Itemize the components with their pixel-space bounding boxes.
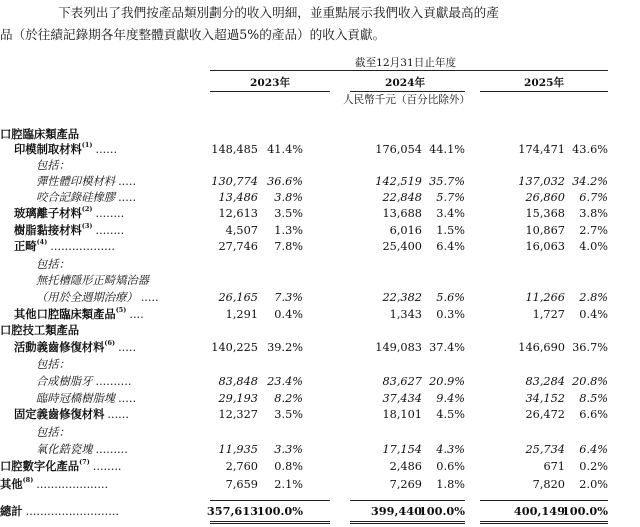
percent-cell: 0.3%: [436, 308, 465, 321]
leader-dots: ........: [95, 224, 125, 237]
table-row: [0, 189, 640, 206]
amount-cell: 11,935: [218, 443, 258, 456]
amount-cell: 400,149: [513, 504, 565, 518]
amount-cell: 83,848: [218, 375, 258, 388]
row-label-text: 合成樹脂牙: [36, 375, 93, 388]
percent-cell: 0.8%: [274, 460, 303, 473]
table-row: [0, 205, 640, 222]
table-row: [0, 339, 640, 356]
table-row: [0, 373, 640, 390]
amount-cell: 2,486: [389, 460, 422, 473]
row-label-text: 玻璃離子材料: [14, 206, 82, 220]
percent-cell: 20.8%: [572, 375, 608, 388]
row-label-text: 包括：: [36, 159, 70, 172]
percent-cell: 35.7%: [429, 175, 465, 188]
percent-cell: 6.4%: [579, 443, 608, 456]
leader-dots: ......: [107, 408, 129, 421]
leader-dots: .....: [118, 341, 137, 354]
row-label-text: 包括：: [36, 426, 70, 439]
year-rule-2023: [210, 91, 330, 92]
leader-dots: ........: [95, 207, 125, 220]
intro-line-2: 品（於往績記錄期各年度整體貢獻收入超過5%的產品）的收入貢獻。: [0, 27, 386, 42]
table-row: [0, 272, 640, 289]
amount-cell: 26,472: [525, 408, 565, 421]
amount-cell: 140,225: [211, 341, 258, 354]
table-row: [0, 173, 640, 190]
row-label: [14, 406, 129, 423]
row-label: [36, 289, 159, 306]
percent-cell: 36.6%: [267, 175, 303, 188]
amount-cell: 25,400: [382, 240, 422, 253]
row-label-text: 咬合記錄硅橡膠: [36, 191, 116, 204]
total-bottom-rule-2023: [210, 521, 330, 524]
amount-cell: 13,688: [382, 207, 422, 220]
footnote-ref: (8): [22, 476, 34, 484]
leader-dots: ......: [95, 143, 118, 156]
row-label-text: 總計: [0, 504, 23, 518]
amount-cell: 6,016: [389, 224, 422, 237]
intro-paragraph: [0, 2, 640, 46]
row-label-text: （用於全週期治療）: [36, 291, 138, 304]
percent-cell: 2.1%: [274, 478, 303, 491]
percent-cell: 34.2%: [572, 175, 608, 188]
percent-cell: 41.4%: [267, 143, 303, 156]
percent-cell: 6.4%: [436, 240, 465, 253]
year-header-2024: 2024年: [384, 77, 426, 89]
percent-cell: 5.6%: [436, 291, 465, 304]
leader-dots: .....: [140, 291, 159, 304]
percent-cell: 7.8%: [274, 240, 303, 253]
percent-cell: 100.0%: [256, 504, 303, 518]
amount-cell: 18,101: [382, 408, 422, 421]
amount-cell: 146,690: [518, 341, 565, 354]
row-label: [36, 424, 70, 441]
amount-cell: 1,343: [389, 308, 422, 321]
row-label: [36, 373, 131, 390]
percent-cell: 1.3%: [274, 224, 303, 237]
row-label-text: 活動義齒修復材料: [14, 340, 105, 354]
footnote-ref: (2): [81, 205, 93, 213]
percent-cell: 5.7%: [436, 191, 465, 204]
table-row: [0, 289, 640, 306]
amount-cell: 10,867: [525, 224, 565, 237]
row-label: [0, 322, 79, 339]
table-row: [0, 141, 640, 158]
percent-cell: 3.5%: [274, 408, 303, 421]
table-row: [0, 356, 640, 373]
row-label-text: 口腔數字化產品: [0, 459, 80, 473]
total-top-rule-2025: [480, 500, 608, 501]
amount-cell: 1,727: [532, 308, 565, 321]
row-label-text: 氧化鋯瓷塊: [36, 443, 93, 456]
row-label-text: 固定義齒修復材料: [14, 407, 105, 421]
amount-cell: 26,165: [218, 291, 258, 304]
percent-cell: 6.6%: [579, 408, 608, 421]
amount-cell: 399,440: [370, 504, 422, 518]
row-label: [14, 222, 124, 239]
amount-cell: 16,063: [525, 240, 565, 253]
percent-cell: 3.3%: [274, 443, 303, 456]
row-label-text: 口腔臨床類產品: [0, 127, 80, 141]
amount-cell: 12,613: [218, 207, 258, 220]
row-label: [36, 189, 136, 206]
percent-cell: 0.4%: [274, 308, 303, 321]
row-label-text: 其他口腔臨床類產品: [14, 307, 116, 321]
row-label-text: 樹脂黏接材料: [14, 223, 82, 237]
row-label: [14, 205, 124, 222]
year-rule-2025: [480, 91, 608, 92]
percent-cell: 20.9%: [429, 375, 465, 388]
leader-dots: .....: [118, 175, 137, 188]
amount-cell: 4,507: [225, 224, 258, 237]
percent-cell: 7.3%: [274, 291, 303, 304]
table-row: [0, 322, 640, 339]
amount-cell: 7,659: [225, 478, 258, 491]
row-label: [36, 157, 70, 174]
amount-cell: 17,154: [382, 443, 422, 456]
amount-cell: 83,627: [382, 375, 422, 388]
percent-cell: 3.8%: [579, 207, 608, 220]
percent-cell: 43.6%: [572, 143, 608, 156]
row-label-text: 包括：: [36, 358, 70, 371]
footnote-ref: (4): [36, 238, 48, 246]
leader-dots: ....................: [36, 478, 109, 491]
amount-cell: 34,152: [525, 392, 565, 405]
percent-cell: 3.8%: [274, 191, 303, 204]
leader-dots: ..................: [50, 240, 115, 253]
amount-cell: 29,193: [218, 392, 258, 405]
amount-cell: 15,368: [525, 207, 565, 220]
row-label-text: 其他: [0, 477, 23, 491]
amount-cell: 148,485: [211, 143, 258, 156]
table-row: [0, 256, 640, 273]
table-row: [0, 238, 640, 255]
table-row: [0, 157, 640, 174]
amount-cell: 83,284: [525, 375, 565, 388]
amount-cell: 25,734: [525, 443, 565, 456]
total-bottom-rule-2024: [350, 521, 465, 524]
table-row: [0, 476, 640, 493]
percent-cell: 8.2%: [274, 392, 303, 405]
percent-cell: 9.4%: [436, 392, 465, 405]
percent-cell: 6.7%: [579, 191, 608, 204]
amount-cell: 176,054: [375, 143, 422, 156]
row-label: [0, 458, 122, 475]
amount-cell: 1,291: [225, 308, 258, 321]
amount-cell: 12,327: [218, 408, 258, 421]
table-row: [0, 406, 640, 423]
footnote-ref: (5): [115, 306, 127, 314]
row-label: [14, 339, 136, 356]
row-label: [36, 356, 70, 373]
amount-cell: 2,760: [225, 460, 258, 473]
percent-cell: 2.0%: [579, 478, 608, 491]
leader-dots: ..........: [95, 375, 132, 388]
amount-cell: 357,613: [206, 504, 258, 518]
percent-cell: 100.0%: [418, 504, 465, 518]
period-header: 截至12月31日止年度: [355, 57, 457, 69]
percent-cell: 1.5%: [436, 224, 465, 237]
amount-cell: 26,860: [525, 191, 565, 204]
row-label: [0, 503, 119, 520]
percent-cell: 0.4%: [579, 308, 608, 321]
percent-cell: 3.5%: [274, 207, 303, 220]
leader-dots: ........: [92, 460, 122, 473]
intro-line-1: 下表列出了我們按產品類別劃分的收入明細，並重點展示我們收入貢獻最高的產: [58, 5, 499, 20]
amount-cell: 671: [543, 460, 565, 473]
percent-cell: 2.8%: [579, 291, 608, 304]
unit-header: 人民幣千元（百分比除外）: [343, 94, 471, 106]
percent-cell: 0.6%: [436, 460, 465, 473]
amount-cell: 27,746: [218, 240, 258, 253]
amount-cell: 37,434: [382, 392, 422, 405]
percent-cell: 2.7%: [579, 224, 608, 237]
table-row: [0, 441, 640, 458]
percent-cell: 39.2%: [267, 341, 303, 354]
row-label-text: 無托槽隱形正畸矯治器: [36, 274, 149, 287]
table-row: [0, 424, 640, 441]
leader-dots: .........: [95, 443, 128, 456]
leader-dots: ..........................: [25, 505, 119, 518]
row-label-text: 彈性體印模材料: [36, 175, 116, 188]
percent-cell: 4.5%: [436, 408, 465, 421]
percent-cell: 1.8%: [436, 478, 465, 491]
row-label: [36, 390, 136, 407]
table-row: [0, 222, 640, 239]
percent-cell: 37.4%: [429, 341, 465, 354]
amount-cell: 22,382: [382, 291, 422, 304]
total-top-rule-2024: [350, 500, 465, 501]
percent-cell: 8.5%: [579, 392, 608, 405]
row-label-text: 印模制取材料: [14, 142, 82, 156]
row-label: [14, 141, 117, 158]
row-label: [36, 441, 128, 458]
total-bottom-rule-2025: [480, 521, 608, 524]
header-rule: [210, 70, 608, 71]
table-row-total: [0, 503, 640, 520]
amount-cell: 22,848: [382, 191, 422, 204]
amount-cell: 137,032: [518, 175, 565, 188]
percent-cell: 0.2%: [579, 460, 608, 473]
row-label: [0, 476, 108, 493]
table-row: [0, 390, 640, 407]
percent-cell: 100.0%: [561, 504, 608, 518]
amount-cell: 174,471: [518, 143, 565, 156]
row-label-text: 包括：: [36, 258, 70, 271]
row-label: [36, 173, 136, 190]
amount-cell: 149,083: [375, 341, 422, 354]
amount-cell: 130,774: [211, 175, 258, 188]
row-label: [36, 256, 70, 273]
footnote-ref: (1): [81, 141, 93, 149]
table-row: [0, 306, 640, 323]
leader-dots: .....: [118, 392, 137, 405]
year-header-2023: 2023年: [249, 77, 291, 89]
row-label-text: 正畸: [14, 239, 37, 253]
row-label: [36, 272, 149, 289]
footnote-ref: (7): [79, 458, 90, 466]
footnote-ref: (6): [104, 339, 116, 347]
amount-cell: 7,820: [532, 478, 565, 491]
total-top-rule-2023: [210, 500, 330, 501]
amount-cell: 7,269: [389, 478, 422, 491]
leader-dots: ....: [129, 308, 144, 321]
amount-cell: 13,486: [218, 191, 258, 204]
row-label: [14, 306, 144, 323]
row-label-text: 口腔技工類產品: [0, 323, 80, 337]
percent-cell: 23.4%: [267, 375, 303, 388]
amount-cell: 142,519: [375, 175, 422, 188]
amount-cell: 11,266: [525, 291, 565, 304]
table-row: [0, 458, 640, 475]
row-label: [14, 238, 115, 255]
leader-dots: .....: [118, 191, 137, 204]
footnote-ref: (3): [81, 222, 93, 230]
percent-cell: 36.7%: [572, 341, 608, 354]
percent-cell: 4.0%: [579, 240, 608, 253]
percent-cell: 4.3%: [436, 443, 465, 456]
year-header-2025: 2025年: [523, 77, 565, 89]
row-label-text: 臨時冠橋樹脂塊: [36, 392, 116, 405]
percent-cell: 44.1%: [429, 143, 465, 156]
percent-cell: 3.4%: [436, 207, 465, 220]
